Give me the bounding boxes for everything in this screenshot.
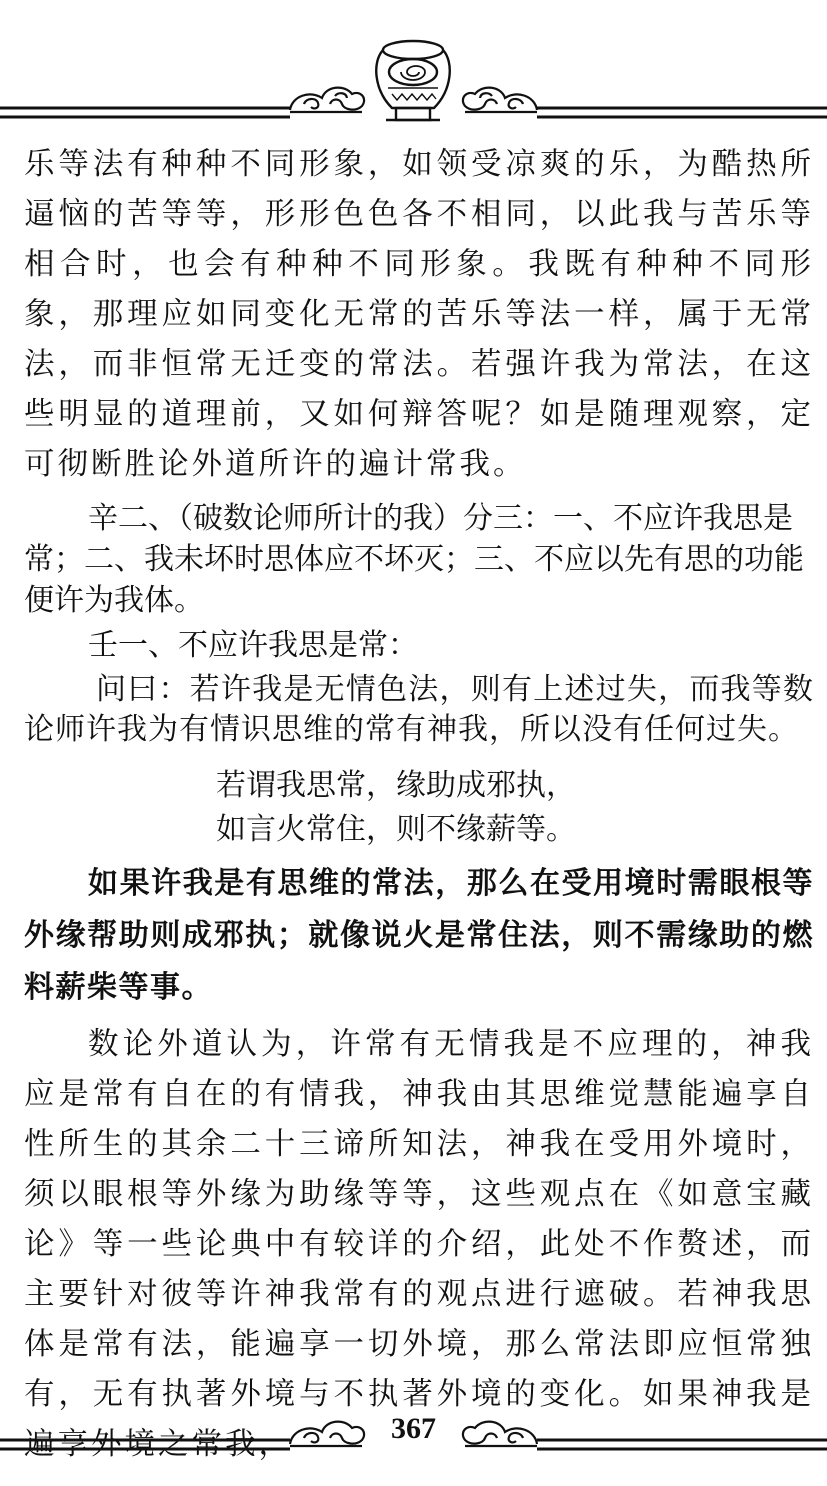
page-body: [24, 140, 814, 1470]
header-ornament: [0, 0, 827, 135]
question-paragraph: 问曰：若许我是无情色法，则有上述过失，而我等数论师许我为有情识思维的常有神我，所以没有任何过失。: [24, 672, 814, 747]
page-number: 367: [391, 1412, 436, 1445]
body-paragraph: 乐等法有种种不同形象，如领受凉爽的乐，为酷热所逼恼的苦等等，形形色色各不相同，以此我与苦乐等相合时，也会有种种不同形象。我既有种种不同形象，那理应如同变化无常的苦乐等法一样，属于无常法，而非恒常无迁变的常法。若强许我为常法，在这些明显的道理前，又如何辩答呢？如是随理观察，定可彻断胜论外道所许的遍计常我。: [24, 147, 814, 482]
cloud-scroll-icon: [290, 88, 364, 112]
body-paragraph: 数论外道认为，许常有无情我是不应理的，神我应是常有自在的有情我，神我由其思维觉慧能遍享自性所生的其余二十三谛所知法，神我在受用外境时，须以眼根等外缘为助缘等等，这些观点在《如意宝藏论》等一些论典中有较详的介绍，此处不作赘述，而主要针对彼等许神我常有的观点进行遮破。若神我思体是常有法，能遍享一切外境，那么常法即应恒常独有，无有执著外境与不执著外境的变化。如果神我是遍享外境之常我，: [24, 1027, 814, 1462]
cloud-scroll-icon: [463, 88, 537, 112]
section-heading: 辛二、（破数论师所计的我）分三：一、不应许我思是常；二、我未坏时思体应不坏灭；三、不应以先有思的功能便许为我体。: [24, 501, 804, 618]
treasure-vase-icon: [376, 41, 450, 120]
subsection-heading: 壬一、不应许我思是常：: [88, 628, 418, 663]
verse-line: 如言火常住，则不缘薪等。: [216, 812, 576, 847]
verse-explanation: 如果许我是有思维的常法，那么在受用境时需眼根等外缘帮助则成邪执；就像说火是常住法，则不需缘助的燃料薪柴等事。: [24, 866, 814, 1005]
verse-block: [24, 764, 814, 852]
verse-line: 若谓我思常，缘助成邪执，: [216, 768, 576, 803]
